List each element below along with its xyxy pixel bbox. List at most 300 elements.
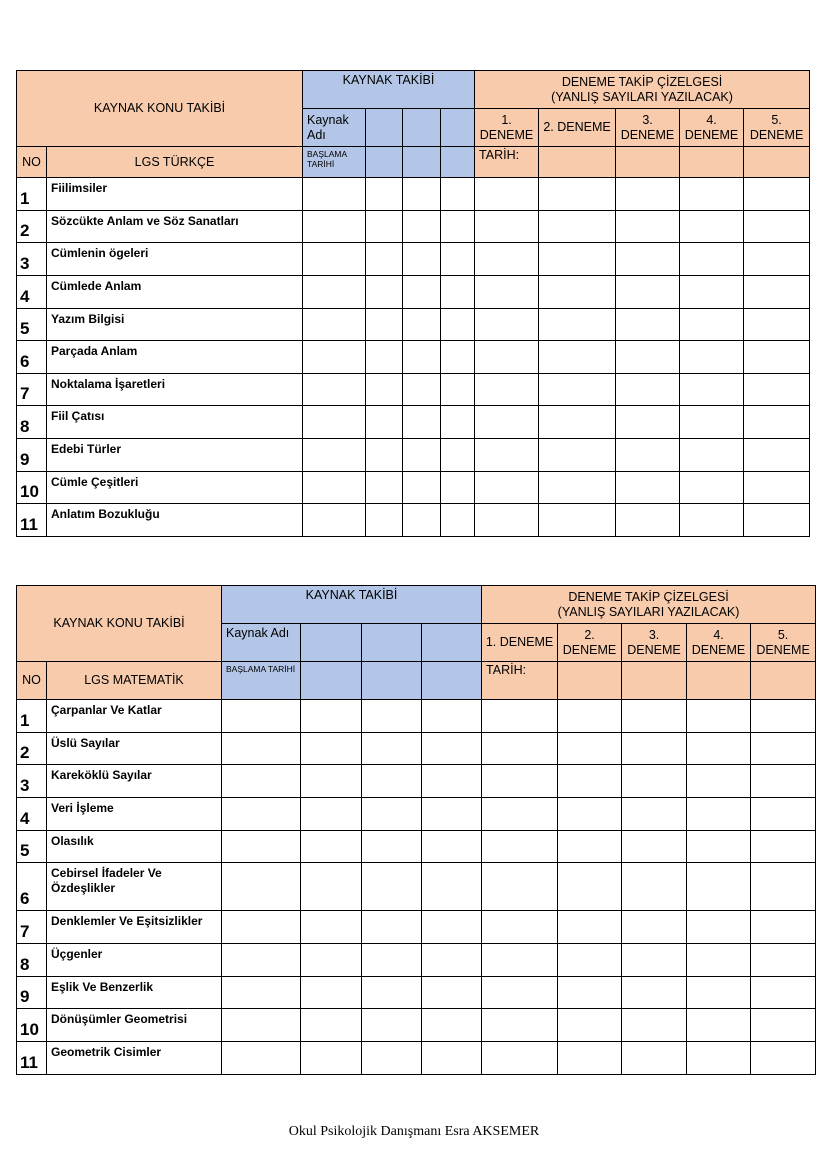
kaynak-check-cell[interactable] [222,1042,301,1075]
deneme-takip-header [475,71,810,109]
kaynak-check-cell[interactable] [362,733,422,765]
tarih-cell[interactable] [680,147,744,178]
turkce-tracking-table [16,70,810,537]
kaynak-check-cell[interactable] [303,439,366,472]
row-number: 7 [17,374,47,406]
topic-row [17,406,810,439]
row-number: 3 [17,765,47,798]
row-number: 7 [17,911,47,944]
deneme-score-cell[interactable] [744,472,810,504]
kaynak-takibi-header: KAYNAK TAKİBİ [303,71,475,109]
deneme-score-cell[interactable] [475,211,539,243]
baslama-date-cell[interactable] [403,147,441,178]
kaynak-check-cell[interactable] [403,472,441,504]
deneme-score-cell[interactable] [539,472,616,504]
kaynak-check-cell[interactable] [366,472,403,504]
deneme-score-cell[interactable] [744,243,810,276]
deneme-score-cell[interactable] [482,765,558,798]
kaynak-check-cell[interactable] [441,309,475,341]
deneme-score-cell[interactable] [616,309,680,341]
row-number: 10 [17,1009,47,1042]
row-number: 5 [17,831,47,863]
row-number: 11 [17,1042,47,1075]
tarih-cell[interactable] [539,147,616,178]
deneme-score-cell[interactable] [751,1009,816,1042]
kaynak-check-cell[interactable] [403,178,441,211]
tarih-cell[interactable] [616,147,680,178]
deneme-score-cell[interactable] [751,733,816,765]
kaynak-name-cell[interactable] [366,109,403,147]
topic-name: Parçada Anlam [47,341,303,374]
kaynak-check-cell[interactable] [366,211,403,243]
topic-row [17,1009,816,1042]
deneme-score-cell[interactable] [680,243,744,276]
deneme-score-cell[interactable] [558,765,622,798]
deneme-score-cell[interactable] [622,977,687,1009]
deneme-score-cell[interactable] [744,178,810,211]
topic-name: Anlatım Bozukluğu [47,504,303,537]
kaynak-name-cell[interactable] [441,109,475,147]
kaynak-check-cell[interactable] [366,504,403,537]
deneme-score-cell[interactable] [482,911,558,944]
deneme-score-cell[interactable] [744,439,810,472]
row-number: 6 [17,341,47,374]
kaynak-check-cell[interactable] [366,178,403,211]
row-number: 11 [17,504,47,537]
deneme-score-cell[interactable] [744,309,810,341]
deneme-2-header: 2. DENEME [539,109,616,147]
topic-row [17,798,816,831]
kaynak-check-cell[interactable] [222,944,301,977]
deneme-score-cell[interactable] [539,504,616,537]
baslama-tarihi-label: BAŞLAMA TARİHİ [303,147,366,178]
kaynak-check-cell[interactable] [422,831,482,863]
kaynak-check-cell[interactable] [222,911,301,944]
kaynak-adi-label: Kaynak Adı [222,624,301,662]
deneme-score-cell[interactable] [482,977,558,1009]
kaynak-check-cell[interactable] [301,977,362,1009]
deneme-score-cell[interactable] [475,472,539,504]
kaynak-name-cell[interactable] [422,624,482,662]
deneme-score-cell[interactable] [558,1009,622,1042]
tarih-cell[interactable] [687,662,751,700]
kaynak-check-cell[interactable] [403,243,441,276]
deneme-score-cell[interactable] [751,1042,816,1075]
topic-name: Cebirsel İfadeler Ve Özdeşlikler [47,863,222,911]
kaynak-check-cell[interactable] [422,700,482,733]
baslama-date-cell[interactable] [301,662,362,700]
deneme-1-header: 1. DENEME [475,109,539,147]
tarih-label: TARİH: [475,147,539,178]
kaynak-check-cell[interactable] [403,276,441,309]
kaynak-check-cell[interactable] [403,309,441,341]
deneme-score-cell[interactable] [616,341,680,374]
deneme-score-cell[interactable] [622,798,687,831]
deneme-score-cell[interactable] [475,276,539,309]
topic-row [17,472,810,504]
deneme-score-cell[interactable] [475,504,539,537]
deneme-score-cell[interactable] [482,733,558,765]
kaynak-check-cell[interactable] [222,765,301,798]
deneme-score-cell[interactable] [475,341,539,374]
deneme-score-cell[interactable] [687,831,751,863]
deneme-score-cell[interactable] [558,977,622,1009]
deneme-score-cell[interactable] [475,439,539,472]
kaynak-check-cell[interactable] [403,374,441,406]
row-number: 2 [17,733,47,765]
deneme-score-cell[interactable] [616,178,680,211]
row-number: 8 [17,944,47,977]
kaynak-check-cell[interactable] [441,276,475,309]
topic-row [17,439,810,472]
kaynak-adi-label: Kaynak Adı [303,109,366,147]
topic-name: Noktalama İşaretleri [47,374,303,406]
topic-row [17,211,810,243]
deneme-score-cell[interactable] [539,439,616,472]
deneme-score-cell[interactable] [687,944,751,977]
deneme-score-cell[interactable] [680,374,744,406]
topic-row [17,700,816,733]
topic-name: Cümlenin ögeleri [47,243,303,276]
deneme-score-cell[interactable] [539,406,616,439]
kaynak-check-cell[interactable] [222,863,301,911]
deneme-score-cell[interactable] [751,765,816,798]
deneme-score-cell[interactable] [539,211,616,243]
topic-name: Veri İşleme [47,798,222,831]
kaynak-check-cell[interactable] [441,178,475,211]
kaynak-check-cell[interactable] [366,243,403,276]
kaynak-check-cell[interactable] [303,374,366,406]
deneme-score-cell[interactable] [744,374,810,406]
tarih-label: TARİH: [482,662,558,700]
subject-header: LGS MATEMATİK [47,662,222,700]
kaynak-check-cell[interactable] [301,765,362,798]
deneme-score-cell[interactable] [539,243,616,276]
deneme-score-cell[interactable] [751,863,816,911]
kaynak-check-cell[interactable] [403,406,441,439]
deneme-score-cell[interactable] [622,863,687,911]
deneme-5-header: 5. DENEME [751,624,816,662]
kaynak-check-cell[interactable] [303,178,366,211]
deneme-score-cell[interactable] [539,341,616,374]
deneme-score-cell[interactable] [680,211,744,243]
kaynak-check-cell[interactable] [303,341,366,374]
topic-name: Dönüşümler Geometrisi [47,1009,222,1042]
kaynak-name-cell[interactable] [301,624,362,662]
deneme-score-cell[interactable] [744,504,810,537]
baslama-date-cell[interactable] [422,662,482,700]
deneme-5-header: 5. DENEME [744,109,810,147]
topic-row [17,243,810,276]
topic-row [17,977,816,1009]
deneme-score-cell[interactable] [680,178,744,211]
kaynak-check-cell[interactable] [222,831,301,863]
deneme-score-cell[interactable] [751,700,816,733]
deneme-score-cell[interactable] [475,178,539,211]
deneme-score-cell[interactable] [744,211,810,243]
tarih-cell[interactable] [622,662,687,700]
row-number: 2 [17,211,47,243]
kaynak-check-cell[interactable] [422,1042,482,1075]
deneme-2-header: 2. DENEME [558,624,622,662]
kaynak-check-cell[interactable] [222,700,301,733]
kaynak-check-cell[interactable] [422,798,482,831]
deneme-score-cell[interactable] [751,798,816,831]
kaynak-check-cell[interactable] [222,798,301,831]
kaynak-check-cell[interactable] [441,439,475,472]
deneme-score-cell[interactable] [475,243,539,276]
topic-name: Fiil Çatısı [47,406,303,439]
topic-name: Yazım Bilgisi [47,309,303,341]
deneme-score-cell[interactable] [558,798,622,831]
row-number: 4 [17,798,47,831]
kaynak-check-cell[interactable] [303,211,366,243]
deneme-score-cell[interactable] [482,798,558,831]
deneme-score-cell[interactable] [744,341,810,374]
deneme-score-cell[interactable] [680,406,744,439]
deneme-score-cell[interactable] [558,944,622,977]
deneme-score-cell[interactable] [616,472,680,504]
topic-name: Cümlede Anlam [47,276,303,309]
deneme-title: DENEME TAKİP ÇİZELGESİ [568,589,729,604]
deneme-score-cell[interactable] [558,911,622,944]
kaynak-check-cell[interactable] [366,406,403,439]
deneme-score-cell[interactable] [622,765,687,798]
topic-row [17,1042,816,1075]
topic-name: Eşlik Ve Benzerlik [47,977,222,1009]
kaynak-check-cell[interactable] [362,765,422,798]
baslama-date-cell[interactable] [366,147,403,178]
deneme-score-cell[interactable] [558,733,622,765]
deneme-score-cell[interactable] [475,406,539,439]
row-number: 6 [17,863,47,911]
row-number: 9 [17,977,47,1009]
kaynak-check-cell[interactable] [301,700,362,733]
deneme-3-header: 3. DENEME [622,624,687,662]
kaynak-check-cell[interactable] [441,243,475,276]
kaynak-name-cell[interactable] [403,109,441,147]
kaynak-check-cell[interactable] [222,977,301,1009]
deneme-score-cell[interactable] [482,1009,558,1042]
kaynak-check-cell[interactable] [422,944,482,977]
no-header: NO [17,662,47,700]
deneme-score-cell[interactable] [680,309,744,341]
deneme-score-cell[interactable] [680,341,744,374]
deneme-score-cell[interactable] [539,309,616,341]
kaynak-check-cell[interactable] [301,798,362,831]
topic-name: Sözcükte Anlam ve Söz Sanatları [47,211,303,243]
baslama-date-cell[interactable] [441,147,475,178]
kaynak-check-cell[interactable] [362,944,422,977]
deneme-subtitle: (YANLIŞ SAYILARI YAZILACAK) [551,89,733,104]
kaynak-check-cell[interactable] [403,211,441,243]
topic-row [17,309,810,341]
kaynak-check-cell[interactable] [422,733,482,765]
row-number: 1 [17,700,47,733]
deneme-1-header: 1. DENEME [482,624,558,662]
kaynak-check-cell[interactable] [422,765,482,798]
deneme-score-cell[interactable] [482,700,558,733]
deneme-score-cell[interactable] [687,977,751,1009]
deneme-score-cell[interactable] [751,977,816,1009]
kaynak-check-cell[interactable] [403,341,441,374]
deneme-score-cell[interactable] [482,944,558,977]
deneme-score-cell[interactable] [616,504,680,537]
row-number: 5 [17,309,47,341]
kaynak-konu-takibi-header: KAYNAK KONU TAKİBİ [17,586,222,662]
kaynak-check-cell[interactable] [366,374,403,406]
kaynak-check-cell[interactable] [303,472,366,504]
tarih-cell[interactable] [744,147,810,178]
kaynak-check-cell[interactable] [301,911,362,944]
kaynak-check-cell[interactable] [422,911,482,944]
deneme-score-cell[interactable] [622,831,687,863]
topic-row [17,831,816,863]
kaynak-check-cell[interactable] [441,341,475,374]
deneme-score-cell[interactable] [475,309,539,341]
deneme-score-cell[interactable] [751,911,816,944]
kaynak-check-cell[interactable] [362,700,422,733]
deneme-4-header: 4. DENEME [687,624,751,662]
kaynak-check-cell[interactable] [362,1042,422,1075]
tarih-cell[interactable] [558,662,622,700]
kaynak-check-cell[interactable] [366,439,403,472]
kaynak-check-cell[interactable] [366,309,403,341]
deneme-score-cell[interactable] [622,1042,687,1075]
deneme-score-cell[interactable] [558,831,622,863]
deneme-score-cell[interactable] [622,700,687,733]
deneme-3-header: 3. DENEME [616,109,680,147]
deneme-score-cell[interactable] [616,243,680,276]
deneme-score-cell[interactable] [687,1009,751,1042]
baslama-date-cell[interactable] [362,662,422,700]
deneme-score-cell[interactable] [482,1042,558,1075]
kaynak-check-cell[interactable] [303,504,366,537]
deneme-score-cell[interactable] [482,831,558,863]
kaynak-check-cell[interactable] [303,406,366,439]
topic-row [17,765,816,798]
topic-row [17,178,810,211]
kaynak-check-cell[interactable] [362,863,422,911]
deneme-score-cell[interactable] [744,276,810,309]
deneme-score-cell[interactable] [539,276,616,309]
row-number: 1 [17,178,47,211]
kaynak-check-cell[interactable] [441,472,475,504]
deneme-score-cell[interactable] [687,765,751,798]
deneme-score-cell[interactable] [558,1042,622,1075]
deneme-score-cell[interactable] [558,700,622,733]
matematik-tracking-table [16,585,816,1075]
topic-row [17,911,816,944]
deneme-score-cell[interactable] [751,944,816,977]
topic-name: Edebi Türler [47,439,303,472]
kaynak-check-cell[interactable] [366,276,403,309]
topic-row [17,374,810,406]
topic-row [17,504,810,537]
kaynak-check-cell[interactable] [422,1009,482,1042]
kaynak-check-cell[interactable] [303,243,366,276]
row-number: 8 [17,406,47,439]
topic-name: Kareköklü Sayılar [47,765,222,798]
deneme-score-cell[interactable] [539,374,616,406]
kaynak-check-cell[interactable] [441,504,475,537]
topic-name: Geometrik Cisimler [47,1042,222,1075]
tarih-cell[interactable] [751,662,816,700]
deneme-score-cell[interactable] [680,504,744,537]
row-number: 10 [17,472,47,504]
kaynak-check-cell[interactable] [403,504,441,537]
deneme-score-cell[interactable] [622,944,687,977]
deneme-score-cell[interactable] [751,831,816,863]
deneme-score-cell[interactable] [475,374,539,406]
kaynak-check-cell[interactable] [303,276,366,309]
kaynak-check-cell[interactable] [362,831,422,863]
deneme-score-cell[interactable] [616,439,680,472]
kaynak-check-cell[interactable] [362,911,422,944]
deneme-score-cell[interactable] [687,700,751,733]
kaynak-check-cell[interactable] [362,1009,422,1042]
baslama-tarihi-label: BAŞLAMA TARİHİ [222,662,301,700]
kaynak-check-cell[interactable] [301,733,362,765]
kaynak-check-cell[interactable] [422,863,482,911]
kaynak-check-cell[interactable] [222,733,301,765]
deneme-score-cell[interactable] [744,406,810,439]
deneme-score-cell[interactable] [616,211,680,243]
deneme-score-cell[interactable] [539,178,616,211]
topic-row [17,944,816,977]
kaynak-check-cell[interactable] [301,1009,362,1042]
deneme-score-cell[interactable] [687,1042,751,1075]
deneme-score-cell[interactable] [558,863,622,911]
deneme-score-cell[interactable] [622,733,687,765]
kaynak-check-cell[interactable] [222,1009,301,1042]
kaynak-check-cell[interactable] [403,439,441,472]
kaynak-name-cell[interactable] [362,624,422,662]
kaynak-check-cell[interactable] [301,863,362,911]
deneme-subtitle: (YANLIŞ SAYILARI YAZILACAK) [557,604,740,619]
kaynak-check-cell[interactable] [301,1042,362,1075]
deneme-score-cell[interactable] [687,798,751,831]
row-number: 3 [17,243,47,276]
topic-name: Üslü Sayılar [47,733,222,765]
kaynak-check-cell[interactable] [366,341,403,374]
kaynak-check-cell[interactable] [422,977,482,1009]
deneme-score-cell[interactable] [616,374,680,406]
kaynak-check-cell[interactable] [303,309,366,341]
footer-credit: Okul Psikolojik Danışmanı Esra AKSEMER [288,1124,540,1139]
deneme-score-cell[interactable] [616,406,680,439]
kaynak-check-cell[interactable] [441,406,475,439]
kaynak-check-cell[interactable] [441,374,475,406]
kaynak-check-cell[interactable] [301,944,362,977]
kaynak-check-cell[interactable] [301,831,362,863]
kaynak-check-cell[interactable] [362,798,422,831]
deneme-score-cell[interactable] [622,1009,687,1042]
topic-row [17,733,816,765]
deneme-score-cell[interactable] [687,733,751,765]
kaynak-check-cell[interactable] [441,211,475,243]
deneme-score-cell[interactable] [687,863,751,911]
deneme-score-cell[interactable] [482,863,558,911]
deneme-score-cell[interactable] [680,276,744,309]
deneme-score-cell[interactable] [680,472,744,504]
deneme-score-cell[interactable] [622,911,687,944]
deneme-score-cell[interactable] [680,439,744,472]
kaynak-check-cell[interactable] [362,977,422,1009]
kaynak-takibi-header: KAYNAK TAKİBİ [222,586,482,624]
deneme-score-cell[interactable] [616,276,680,309]
deneme-score-cell[interactable] [687,911,751,944]
